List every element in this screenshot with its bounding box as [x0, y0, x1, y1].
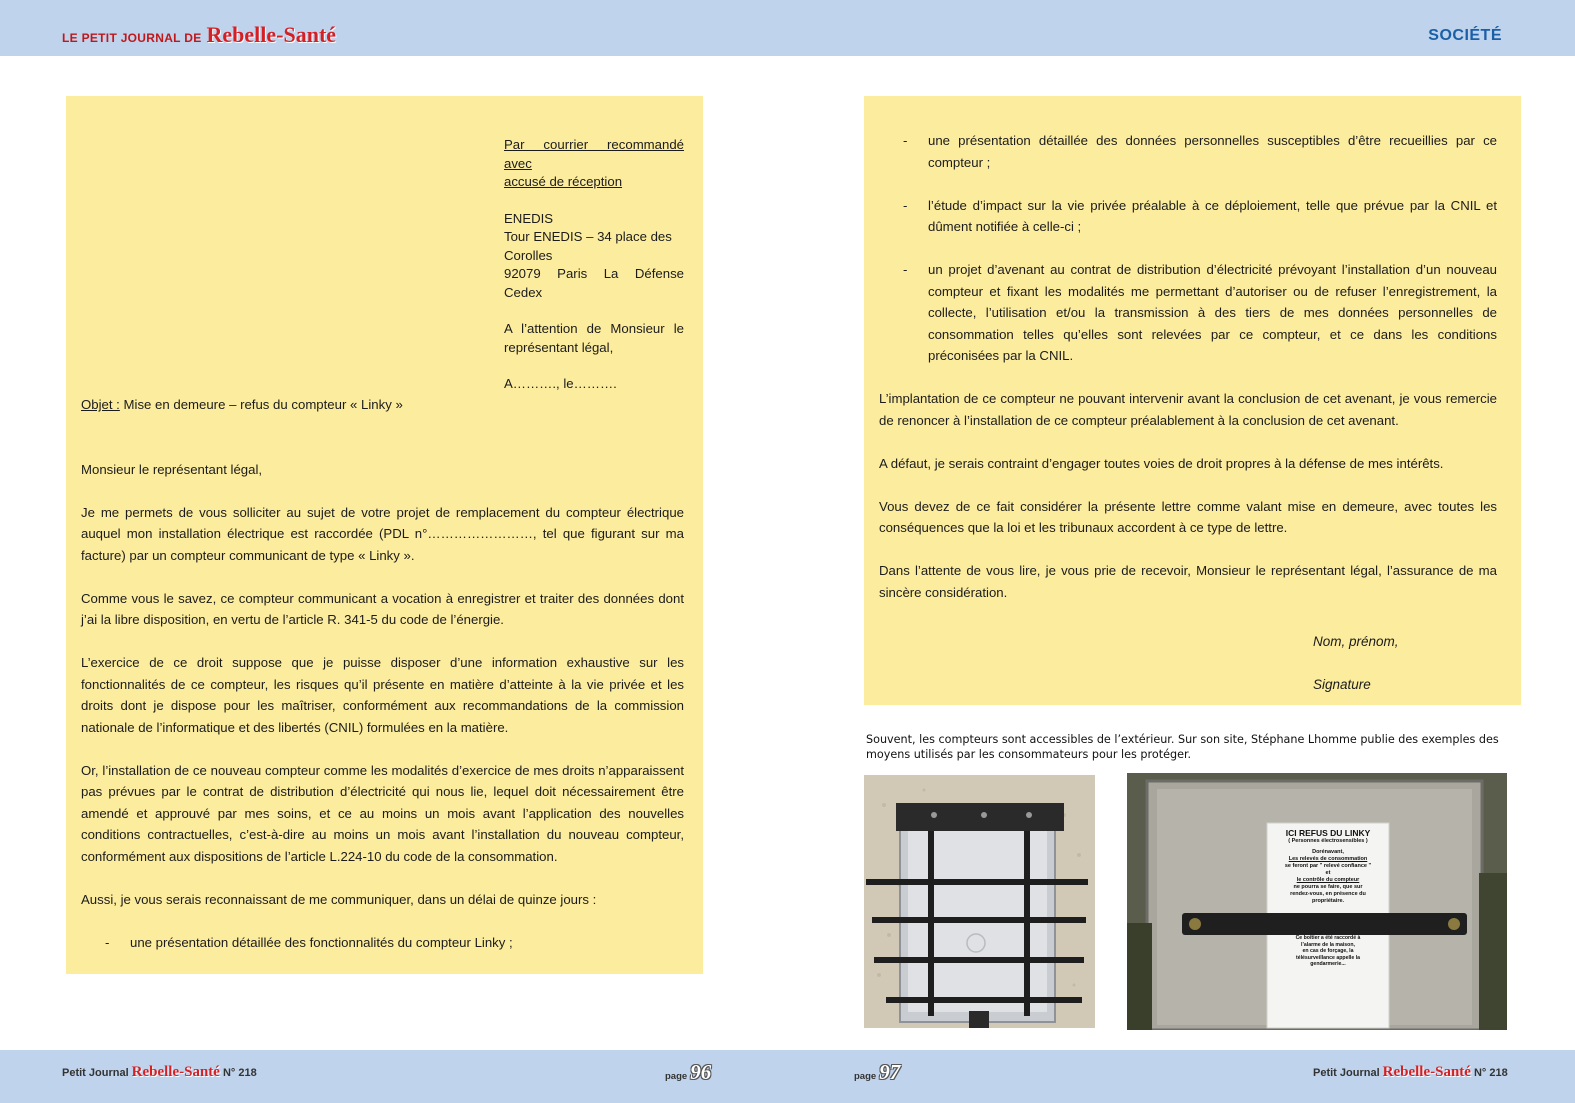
masthead-prefix: LE PETIT JOURNAL DE	[62, 31, 202, 45]
page-number-left	[665, 1060, 711, 1085]
footer-issue: N° 218	[1473, 1067, 1508, 1079]
list-item-text: une présentation détaillée des fonctionnalités du compteur Linky ;	[130, 934, 513, 950]
footer-brand-left	[62, 1064, 257, 1081]
masthead	[62, 22, 336, 48]
salutation: Monsieur le représentant légal,	[81, 461, 263, 477]
paragraph: Vous devez de ce fait considérer la présente lettre comme valant mise en demeure, avec toutes les conséquences que la loi et les tribunaux accordent à ce type de lettre.	[879, 498, 1497, 535]
delivery-line: Par courrier recommandé avec	[504, 137, 684, 171]
page-header	[0, 0, 1575, 56]
sign-text: en cas de forçage, la	[1302, 948, 1354, 954]
page-number: 97	[879, 1060, 901, 1084]
address-line: ENEDIS	[504, 210, 554, 226]
list-item	[81, 932, 684, 954]
page-number-right	[854, 1060, 900, 1085]
dash-bullet: -	[903, 133, 908, 148]
photo-meter-sign	[1127, 773, 1507, 1030]
letter-body-right	[879, 130, 1497, 625]
paragraph: Comme vous le savez, ce compteur communicant a vocation à enregistrer et traiter des données dont j’ai la libre disposition, en vertu de l’article R. 341-5 du code de l’énergie.	[81, 590, 684, 627]
list-item-text: un projet d’avenant au contrat de distribution d’électricité prévoyant l’installation d’un nouveau compteur et fixant les modalités me permettant d’autoriser ou de refuser l’enregistrement, la collecte, l’utilisation et/ou la transmission à des tiers de mes données personnelles de consommation telles qu’elles sont relevées par ce compteur, et ce dans les conditions préconisées par la CNIL.	[928, 262, 1497, 363]
sign-text: Dorénavant,	[1312, 849, 1344, 855]
address-line: Corolles	[504, 247, 553, 263]
sign-subtitle: ( Personnes électrosensibles )	[1288, 838, 1368, 844]
sign-text: le contrôle du compteur	[1296, 877, 1360, 883]
objet-line	[81, 394, 684, 416]
refusal-sign	[1267, 828, 1389, 968]
dash-bullet: -	[105, 934, 110, 950]
footer-brand: Rebelle-Santé	[1382, 1064, 1471, 1080]
sign-text: télésurveillance appelle la	[1295, 954, 1360, 961]
sign-text: se feront par " relevé confiance "	[1284, 863, 1372, 869]
sign-text: propriétaire.	[1311, 898, 1345, 904]
delivery-line: accusé de réception	[504, 174, 623, 189]
address-line: 92079 Paris La Défense Cedex	[504, 266, 684, 300]
signature-line: Signature	[1313, 677, 1371, 692]
letter-panel-right	[864, 96, 1521, 705]
paragraph: Je me permets de vous solliciter au sujet de votre projet de remplacement du compteur électrique auquel mon installation électrique est raccordée (PDL n°……………………, tel que figurant sur ma facture) par un compteur communicant de type « Linky ».	[81, 504, 684, 563]
sign-text: gendarmerie...	[1310, 961, 1346, 967]
page-footer	[0, 1050, 1575, 1103]
section-title: SOCIÉTÉ	[1428, 27, 1502, 44]
footer-prefix: Petit Journal	[1313, 1067, 1380, 1079]
page-number: 96	[690, 1060, 712, 1084]
delivery-mode	[504, 136, 684, 192]
footer-brand: Rebelle-Santé	[131, 1064, 220, 1080]
recipient-address	[504, 136, 684, 412]
sign-text: Les relevés de consommation	[1288, 856, 1368, 862]
list-item	[879, 195, 1497, 238]
paragraph: Or, l’installation de ce nouveau compteur comme les modalités d’exercice de mes droits n’apparaissent pas prévues par le contrat de distribution d’électricité qui nous lie, lequel doit nécessairement être amendé et approuvé par mes soins, et ce au moins un mois avant l’application des nouvelles conditions contractuelles, c’est-à-dire au moins un mois avant l’installation du nouveau compteur, conformément aux dispositions de l’article L.224-10 du code de la consommation.	[81, 762, 684, 864]
objet-text: Mise en demeure – refus du compteur « Linky »	[119, 397, 403, 412]
photo-caption: Souvent, les compteurs sont accessibles de l’extérieur. Sur son site, Stéphane Lhomme publie des exemples des moyens utilisés par les consommateurs pour les protéger.	[866, 733, 1499, 761]
dash-bullet: -	[903, 197, 908, 213]
paragraph: Dans l’attente de vous lire, je vous prie de recevoir, Monsieur le représentant légal, l’assurance de ma sincère considération.	[879, 563, 1497, 600]
dash-bullet: -	[903, 262, 908, 277]
letter-panel-left	[66, 96, 703, 974]
footer-brand-right	[1313, 1064, 1508, 1081]
paragraph: Aussi, je vous serais reconnaissant de me communiquer, dans un délai de quinze jours :	[81, 891, 597, 907]
paragraph: A défaut, je serais contraint d’engager toutes voies de droit propres à la défense de mes intérêts.	[879, 455, 1444, 471]
sign-text: rendez-vous, en présence du	[1290, 891, 1366, 897]
meter-bars-illustration	[864, 775, 1095, 1028]
name-line: Nom, prénom,	[1313, 634, 1399, 649]
footer-issue: N° 218	[222, 1067, 257, 1079]
masthead-brand: Rebelle-Santé	[206, 22, 337, 47]
attention-line: A l’attention de Monsieur le représentant légal,	[504, 321, 684, 355]
page-label: page	[854, 1071, 877, 1082]
list-item	[879, 130, 1497, 173]
letter-body-left	[81, 394, 684, 975]
list-item-text: l’étude d’impact sur la vie privée préalable à ce déploiement, telle que prévue par la CNIL et dûment notifiée à celle-ci ;	[928, 197, 1497, 234]
paragraph: L’exercice de ce droit suppose que je puisse disposer d’une information exhaustive sur les fonctionnalités de ce compteur, les risques qu’il présente en matière d’atteinte à la vie privée et les droits dont je dispose pour les maîtriser, conformément aux recommandations de la commission nationale de l’informatique et des libertés (CNIL) formulées en la matière.	[81, 655, 684, 735]
place-date-line: A………., le……….	[504, 376, 617, 391]
address-line: Tour ENEDIS – 34 place des	[504, 229, 672, 244]
list-item	[879, 259, 1497, 367]
page-label: page	[665, 1071, 688, 1082]
photo-meter-bars	[864, 775, 1095, 1028]
recipient-block	[504, 210, 684, 303]
sign-text: Ce boîtier a été raccordé à	[1295, 935, 1361, 941]
paragraph: L’implantation de ce compteur ne pouvant intervenir avant la conclusion de cet avenant, je vous remercie de renoncer à l’installation de ce compteur préalablement à la conclusion de cet avenant.	[879, 391, 1497, 428]
list-item-text: une présentation détaillée des données personnelles susceptibles d’être recueillies par ce compteur ;	[928, 133, 1497, 170]
footer-prefix: Petit Journal	[62, 1067, 129, 1079]
sign-title: ICI REFUS DU LINKY	[1285, 828, 1371, 838]
sign-text: ne pourra se faire, que sur	[1293, 884, 1363, 890]
objet-label: Objet :	[81, 397, 120, 412]
sign-text: et	[1325, 870, 1331, 876]
sign-text: l’alarme de la maison,	[1301, 941, 1355, 948]
